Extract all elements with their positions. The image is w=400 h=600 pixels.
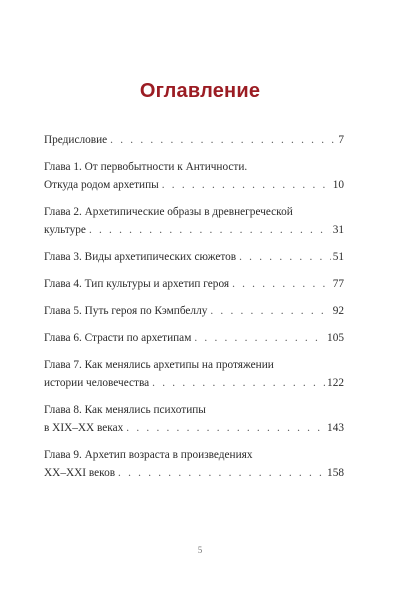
toc-entry-title-continued: истории человечества bbox=[44, 377, 150, 389]
toc-entry-page: 77 bbox=[332, 278, 344, 290]
toc-entry-page: 105 bbox=[327, 332, 344, 344]
toc-entry-title-line bbox=[44, 203, 344, 221]
toc-entry-title: Глава 2. Архетипические образы в древнегреческой bbox=[44, 206, 293, 218]
toc-entry-chapter-1 bbox=[44, 158, 344, 194]
dot-leader bbox=[126, 419, 325, 437]
page-number-footer: 5 bbox=[197, 545, 203, 555]
dot-leader bbox=[194, 329, 325, 347]
toc-entry-title: Глава 5. Путь героя по Кэмпбеллу bbox=[44, 305, 208, 317]
toc-entry-title-line bbox=[44, 356, 344, 374]
toc-entry-line bbox=[44, 302, 344, 320]
dot-leader bbox=[118, 464, 325, 482]
toc-entry-page: 158 bbox=[327, 467, 344, 479]
toc-entry-title-line bbox=[44, 446, 344, 464]
dot-leader bbox=[210, 302, 330, 320]
toc-entry-title: Глава 1. От первобытности к Античности. bbox=[44, 161, 248, 173]
dot-leader bbox=[162, 176, 331, 194]
toc-entry-line bbox=[44, 176, 344, 194]
toc-entry-title: Глава 6. Страсти по архетипам bbox=[44, 332, 192, 344]
toc-entry-line bbox=[44, 131, 344, 149]
toc-entry-page: 122 bbox=[327, 377, 344, 389]
toc-entry-title: Глава 9. Архетип возраста в произведениях bbox=[44, 449, 253, 461]
toc-entry-chapter-6 bbox=[44, 329, 344, 347]
toc-entry-chapter-4 bbox=[44, 275, 344, 293]
toc-entry-chapter-5 bbox=[44, 302, 344, 320]
toc-entry-page: 51 bbox=[332, 251, 344, 263]
toc-entry-title-line bbox=[44, 158, 344, 176]
table-of-contents bbox=[44, 131, 344, 482]
toc-entry-page: 143 bbox=[327, 422, 344, 434]
toc-entry-title-continued: в XIX–XX веках bbox=[44, 422, 124, 434]
toc-entry-title-continued: культуре bbox=[44, 224, 86, 236]
toc-entry-title: Глава 4. Тип культуры и архетип героя bbox=[44, 278, 230, 290]
toc-heading: Оглавление bbox=[139, 80, 261, 102]
toc-entry-chapter-9 bbox=[44, 446, 344, 482]
toc-entry-line bbox=[44, 221, 344, 239]
dot-leader bbox=[232, 275, 331, 293]
toc-entry-chapter-2 bbox=[44, 203, 344, 239]
toc-entry-line bbox=[44, 275, 344, 293]
toc-entry-title-line bbox=[44, 401, 344, 419]
dot-leader bbox=[152, 374, 325, 392]
toc-entry-title-continued: XX–XXI веков bbox=[44, 467, 116, 479]
toc-entry-line bbox=[44, 374, 344, 392]
toc-entry-chapter-7 bbox=[44, 356, 344, 392]
toc-entry-chapter-8 bbox=[44, 401, 344, 437]
toc-entry-line bbox=[44, 248, 344, 266]
toc-entry-page: 7 bbox=[338, 134, 344, 146]
dot-leader bbox=[239, 248, 331, 266]
toc-entry-title: Глава 8. Как менялись психотипы bbox=[44, 404, 206, 416]
dot-leader bbox=[89, 221, 331, 239]
toc-entry-chapter-3 bbox=[44, 248, 344, 266]
toc-entry-line bbox=[44, 464, 344, 482]
toc-entry-page: 10 bbox=[332, 179, 344, 191]
toc-entry-title-continued: Откуда родом архетипы bbox=[44, 179, 159, 191]
toc-entry-title: Глава 3. Виды архетипических сюжетов bbox=[44, 251, 237, 263]
dot-leader bbox=[110, 131, 336, 149]
toc-entry-line bbox=[44, 419, 344, 437]
toc-entry-page: 31 bbox=[332, 224, 344, 236]
toc-entry-line bbox=[44, 329, 344, 347]
toc-entry-title: Предисловие bbox=[44, 134, 108, 146]
toc-entry-page: 92 bbox=[332, 305, 344, 317]
toc-entry-preface bbox=[44, 131, 344, 149]
toc-entry-title: Глава 7. Как менялись архетипы на протяжении bbox=[44, 359, 274, 371]
